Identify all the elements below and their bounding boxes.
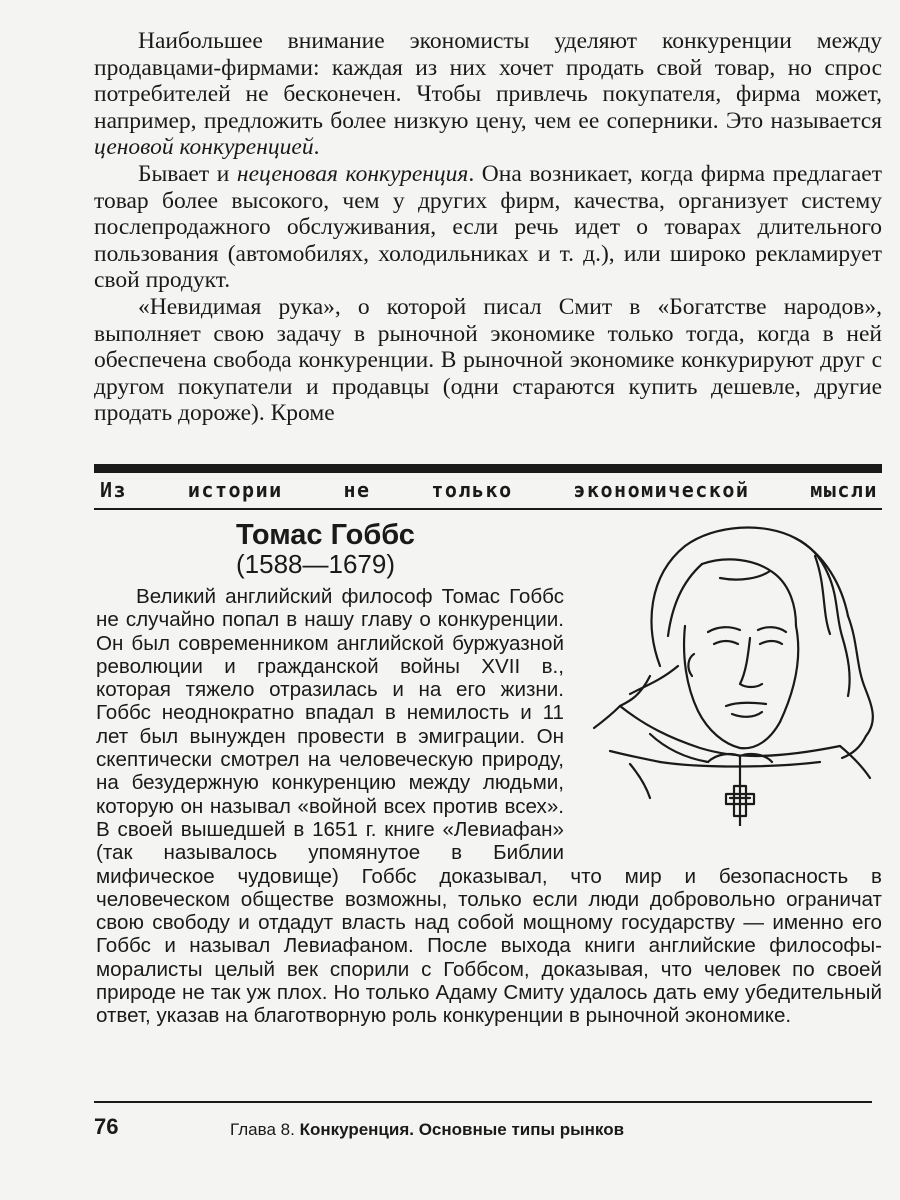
term-nonprice-competition: неценовая конкуренция	[236, 160, 469, 187]
chapter-title: Конкуренция. Основные типы рынков	[299, 1120, 625, 1139]
bio-paragraph: Великий английский философ Томас Гоббс не случайно попал в нашу главу о конкуренции. Он был современником английской буржуазной революции и гражданской войны XVII в., которая тяжело отразилась и на его жизни. Гоббс неоднократно впадал в немилость и 11 лет был вынужден провести в эмиграции. Он скептически смотрел на человеческую природу, на безудержную конкуренцию между людьми, которую он называл «войной всех против всех». В своей вышедшей в 1651 г. книге «Левиафан» (так называлось упомянутое в Библии мифическое чудовище) Гоббс доказывал, что мир и безопасность в человеческом обществе возможны, только если люди добровольно ограничат свою свободу и отдадут власть над собой мощному государству — именно его Гоббс и называл Левиафаном. После выхода книги английские философы-моралисты целый век спорили с Гоббсом, доказывая, что человек по своей природе не так уж плох. Но только Адаму Смиту удалось дать ему убедительный ответ, указав на благотворную роль конкуренции в рыночной экономике.	[96, 585, 882, 1028]
footer-rule	[94, 1101, 872, 1103]
main-text	[94, 28, 882, 427]
portrait-wrap-space	[564, 585, 882, 850]
paragraph-text: .	[313, 134, 320, 161]
page-number: 76	[94, 1114, 119, 1139]
section-header-word: не	[343, 478, 371, 502]
section-header	[94, 474, 882, 506]
running-head	[230, 1120, 624, 1140]
paragraph-text: Бывает и	[138, 160, 237, 187]
paragraph-nonprice-competition	[94, 161, 882, 294]
bio-text	[96, 585, 882, 1028]
paragraph-price-competition	[94, 28, 882, 161]
bio-name: Томас Гоббс	[236, 519, 415, 551]
section-rule-top	[94, 464, 882, 473]
section-header-word: Из	[100, 478, 128, 502]
chapter-label: Глава 8.	[230, 1120, 295, 1139]
paragraph-invisible-hand	[94, 294, 882, 427]
bio-dates: (1588—1679)	[236, 549, 395, 579]
paragraph-text: . Она возникает, когда фирма предлагает товар более высокого, чем у других фирм, качества, организует систему послепродажного обслуживания, если речь идет о товарах длительного пользования (автомобилях, холодильниках и т. д.), или широко рекламирует свой продукт.	[94, 160, 882, 294]
section-header-word: мысли	[810, 478, 878, 502]
paragraph-text: Наибольшее внимание экономисты уделяют конкуренции между продавцами-фирмами: каждая из них хочет продать свой товар, но спрос потребителей не бесконечен. Чтобы привлечь покупателя, фирма может, например, предложить более низкую цену, чем ее соперники. Это называется	[94, 28, 882, 134]
term-price-competition: ценовой конкуренцией	[94, 134, 314, 161]
paragraph-text: «Невидимая рука», о которой писал Смит в «Богатстве народов», выполняет свою задачу в рыночной экономике только тогда, когда в ней обеспечена свобода конкуренции. В рыночной экономике конкурируют друг с другом покупатели и продавцы (одни стараются купить дешевле, другие продать дороже). Кроме	[94, 293, 882, 427]
section-header-word: истории	[187, 478, 283, 502]
section-header-word: только	[431, 478, 513, 502]
section-header-word: экономической	[573, 478, 750, 502]
section-rule-bottom	[94, 508, 882, 510]
